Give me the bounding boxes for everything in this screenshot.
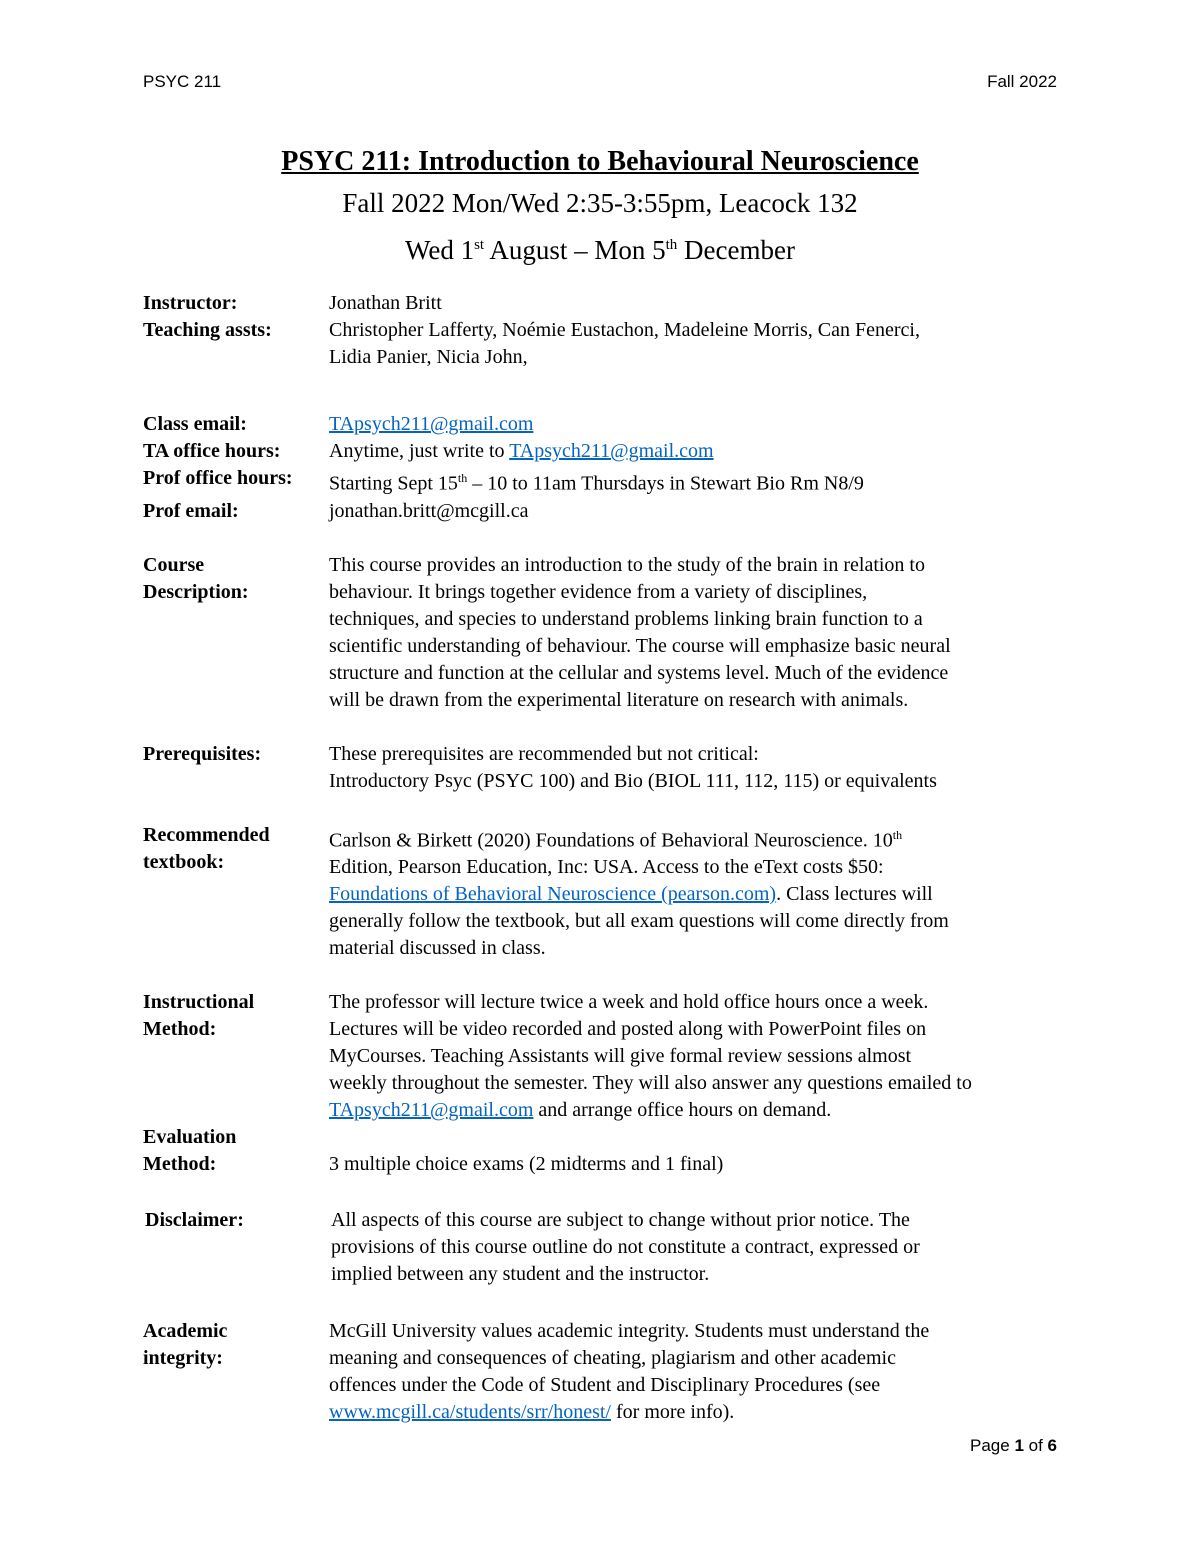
academic-integrity-line	[329, 1399, 1063, 1426]
textbook-label-1: Recommended	[143, 823, 270, 846]
evaluation-label-1: Evaluation	[143, 1126, 237, 1149]
instructor-value: Jonathan Britt	[329, 292, 442, 314]
tas-row	[143, 317, 1063, 371]
academic-integrity-label	[143, 1318, 329, 1426]
textbook-edition-sup: th	[892, 827, 903, 842]
course-description-text	[329, 552, 1063, 714]
page-current: 1	[1014, 1436, 1024, 1455]
instructional-method-label-2: Method:	[143, 1018, 217, 1041]
course-description-label-1: Course	[143, 553, 205, 576]
date-mid: August – Mon 5	[484, 235, 666, 265]
course-description-line: This course provides an introduction to the study of the brain in relation to	[329, 553, 925, 576]
page-total: 6	[1047, 1436, 1057, 1455]
academic-integrity-label-1: Academic	[143, 1320, 228, 1343]
instructor-label: Instructor:	[143, 292, 238, 314]
academic-integrity-text	[329, 1318, 1063, 1426]
course-info	[143, 290, 1063, 1426]
course-description-section	[143, 552, 1063, 714]
textbook-line: generally follow the textbook, but all exam questions will come directly from	[329, 910, 949, 933]
disclaimer-line: All aspects of this course are subject to change without prior notice. The	[331, 1209, 910, 1232]
textbook-label-2: textbook:	[143, 850, 225, 873]
page-of: of	[1023, 1436, 1048, 1455]
textbook-line-3-post: . Class lectures will	[776, 883, 933, 906]
course-description-line: techniques, and species to understand problems linking brain function to a	[329, 607, 923, 630]
date-range-line	[0, 228, 1200, 267]
tas-line-1: Christopher Lafferty, Noémie Eustachon, Madeleine Morris, Can Fenerci,	[329, 319, 920, 341]
instructor-row	[143, 290, 1063, 317]
instructional-method-label	[143, 989, 329, 1124]
textbook-label	[143, 822, 329, 963]
date-end: December	[677, 235, 795, 265]
title-block	[0, 146, 1200, 267]
academic-integrity-line: McGill University values academic integrity. Students must understand the	[329, 1320, 930, 1343]
prerequisites-section	[143, 741, 1063, 795]
header-term: Fall 2022	[987, 72, 1057, 91]
academic-integrity-section	[143, 1318, 1063, 1426]
page-word: Page	[970, 1436, 1015, 1455]
evaluation-label	[143, 1124, 329, 1178]
academic-integrity-line: meaning and consequences of cheating, plagiarism and other academic	[329, 1347, 896, 1370]
disclaimer-section	[143, 1207, 1063, 1288]
disclaimer-label: Disclaimer:	[145, 1209, 244, 1232]
prof-hours-post: – 10 to 11am Thursdays in Stewart Bio Rm N8/9	[467, 472, 864, 495]
course-description-label-2: Description:	[143, 580, 249, 603]
textbook-line	[329, 881, 1063, 908]
course-description-label	[143, 552, 329, 714]
instructional-method-line: MyCourses. Teaching Assistants will give formal review sessions almost	[329, 1045, 912, 1068]
disclaimer-line: provisions of this course outline do not constitute a contract, expressed or	[331, 1236, 920, 1259]
instructional-method-line	[329, 1097, 1063, 1124]
schedule-line: Fall 2022 Mon/Wed 2:35-3:55pm, Leacock 132	[342, 188, 858, 218]
ta-hours-label: TA office hours:	[143, 440, 281, 462]
instructional-method-label-1: Instructional	[143, 991, 255, 1014]
prerequisites-line: Introductory Psyc (PSYC 100) and Bio (BIOL 111, 112, 115) or equivalents	[329, 769, 937, 792]
date-start: Wed 1	[405, 235, 475, 265]
ta-hours-text: Anytime, just write to	[329, 440, 510, 462]
academic-integrity-label-2: integrity:	[143, 1347, 223, 1370]
academic-integrity-line: offences under the Code of Student and Disciplinary Procedures (see	[329, 1374, 881, 1397]
prof-email-label: Prof email:	[143, 499, 239, 522]
instructional-method-line: Lectures will be video recorded and posted along with PowerPoint files on	[329, 1018, 927, 1041]
prof-email-value: jonathan.britt@mcgill.ca	[329, 499, 529, 522]
date-end-sup: th	[665, 237, 678, 253]
class-email-row	[143, 411, 1063, 438]
ta-email-link-2[interactable]: TApsych211@gmail.com	[329, 1099, 534, 1122]
textbook-section	[143, 822, 1063, 963]
course-description-line: behaviour. It brings together evidence from a variety of disciplines,	[329, 580, 868, 603]
ta-email-link[interactable]: TApsych211@gmail.com	[509, 440, 714, 462]
prof-hours-pre: Starting Sept 15	[329, 472, 458, 495]
instructional-method-line: The professor will lecture twice a week and hold office hours once a week.	[329, 991, 929, 1014]
evaluation-value: 3 multiple choice exams (2 midterms and 1 final)	[329, 1153, 724, 1176]
instructional-method-section	[143, 989, 1063, 1124]
disclaimer-text	[331, 1207, 1063, 1288]
honesty-link[interactable]: www.mcgill.ca/students/srr/honest/	[329, 1401, 611, 1424]
course-description-line: structure and function at the cellular and systems level. Much of the evidence	[329, 661, 949, 684]
textbook-link[interactable]: Foundations of Behavioral Neuroscience (pearson.com)	[329, 883, 777, 906]
textbook-line	[329, 822, 1063, 855]
tas-label: Teaching assts:	[143, 319, 272, 341]
textbook-line: Edition, Pearson Education, Inc: USA. Access to the eText costs $50:	[329, 856, 884, 879]
instructional-method-text	[329, 989, 1063, 1124]
prerequisites-label: Prerequisites:	[143, 742, 262, 765]
course-description-line: will be drawn from the experimental literature on research with animals.	[329, 688, 909, 711]
textbook-line: material discussed in class.	[329, 937, 546, 960]
course-description-line: scientific understanding of behaviour. The course will emphasize basic neural	[329, 634, 951, 657]
prerequisites-line: These prerequisites are recommended but not critical:	[329, 742, 759, 765]
ta-hours-row	[143, 438, 1063, 465]
class-email-link[interactable]: TApsych211@gmail.com	[329, 413, 534, 435]
academic-integrity-last: for more info).	[611, 1401, 735, 1424]
instructional-method-line: weekly throughout the semester. They will also answer any questions emailed to	[329, 1072, 972, 1095]
prof-email-row	[143, 498, 1063, 525]
evaluation-section	[143, 1124, 1063, 1178]
prerequisites-text	[329, 741, 1063, 795]
instructional-method-last: and arrange office hours on demand.	[533, 1099, 832, 1122]
header-course-code: PSYC 211	[143, 72, 222, 91]
textbook-line-1: Carlson & Birkett (2020) Foundations of Behavioral Neuroscience. 10	[329, 829, 893, 852]
prof-hours-label: Prof office hours:	[143, 467, 293, 489]
prof-hours-row	[143, 465, 1063, 498]
disclaimer-line: implied between any student and the instructor.	[331, 1263, 710, 1286]
prof-hours-sup: th	[457, 471, 468, 485]
evaluation-label-2: Method:	[143, 1153, 217, 1176]
class-email-label: Class email:	[143, 413, 247, 435]
textbook-text	[329, 822, 1063, 963]
page-title: PSYC 211: Introduction to Behavioural Neuroscience	[281, 146, 919, 177]
evaluation-text	[329, 1124, 1063, 1178]
tas-line-2: Lidia Panier, Nicia John,	[329, 346, 528, 368]
tas-value	[329, 317, 1063, 371]
date-start-sup: st	[474, 237, 485, 253]
page-number	[970, 1436, 1057, 1456]
